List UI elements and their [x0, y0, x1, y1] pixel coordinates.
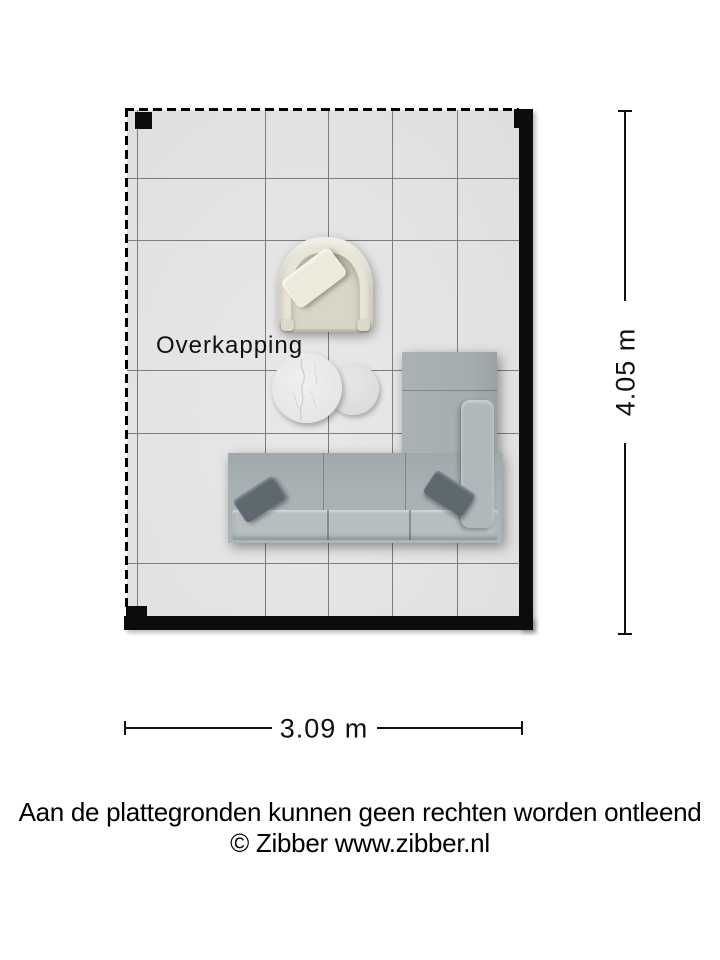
armchair — [278, 237, 373, 332]
room-label: Overkapping — [156, 332, 304, 359]
wall-right-top-notch — [514, 109, 533, 128]
sofa-cushion-gap — [409, 510, 411, 540]
height-dimension-label: 4.05 m — [610, 327, 641, 417]
disclaimer-text: Aan de plattegronden kunnen geen rechten worden ontleend — [18, 797, 702, 827]
corner-sofa — [228, 352, 502, 543]
width-dimension-label: 3.09 m — [279, 713, 369, 744]
armchair-foot-left — [281, 319, 294, 331]
dimension-tick — [124, 721, 126, 735]
dimension-line — [125, 727, 272, 729]
dimension-tick — [521, 721, 523, 735]
grid-line — [127, 563, 519, 564]
post-marker-top-left — [135, 112, 152, 129]
sofa-seam — [323, 453, 324, 511]
dimension-line — [377, 727, 523, 729]
dimension-tick — [618, 110, 632, 112]
wall-right — [519, 109, 533, 630]
open-wall-top-dashed — [125, 108, 519, 111]
wall-corner-bottom-left — [126, 606, 147, 618]
dimension-line — [624, 443, 626, 634]
sofa-seam — [402, 390, 497, 391]
copyright-text: © Zibber www.zibber.nl — [230, 828, 490, 858]
sofa-seam — [405, 453, 406, 511]
dimension-tick — [618, 633, 632, 635]
grid-line — [137, 110, 138, 616]
armchair-foot-right — [357, 319, 370, 331]
footer — [0, 797, 720, 859]
sofa-cushion-gap — [327, 510, 329, 540]
wall-bottom — [124, 616, 533, 630]
grid-line — [127, 178, 519, 179]
open-wall-left-dashed — [125, 108, 128, 609]
dimension-line — [624, 111, 626, 301]
